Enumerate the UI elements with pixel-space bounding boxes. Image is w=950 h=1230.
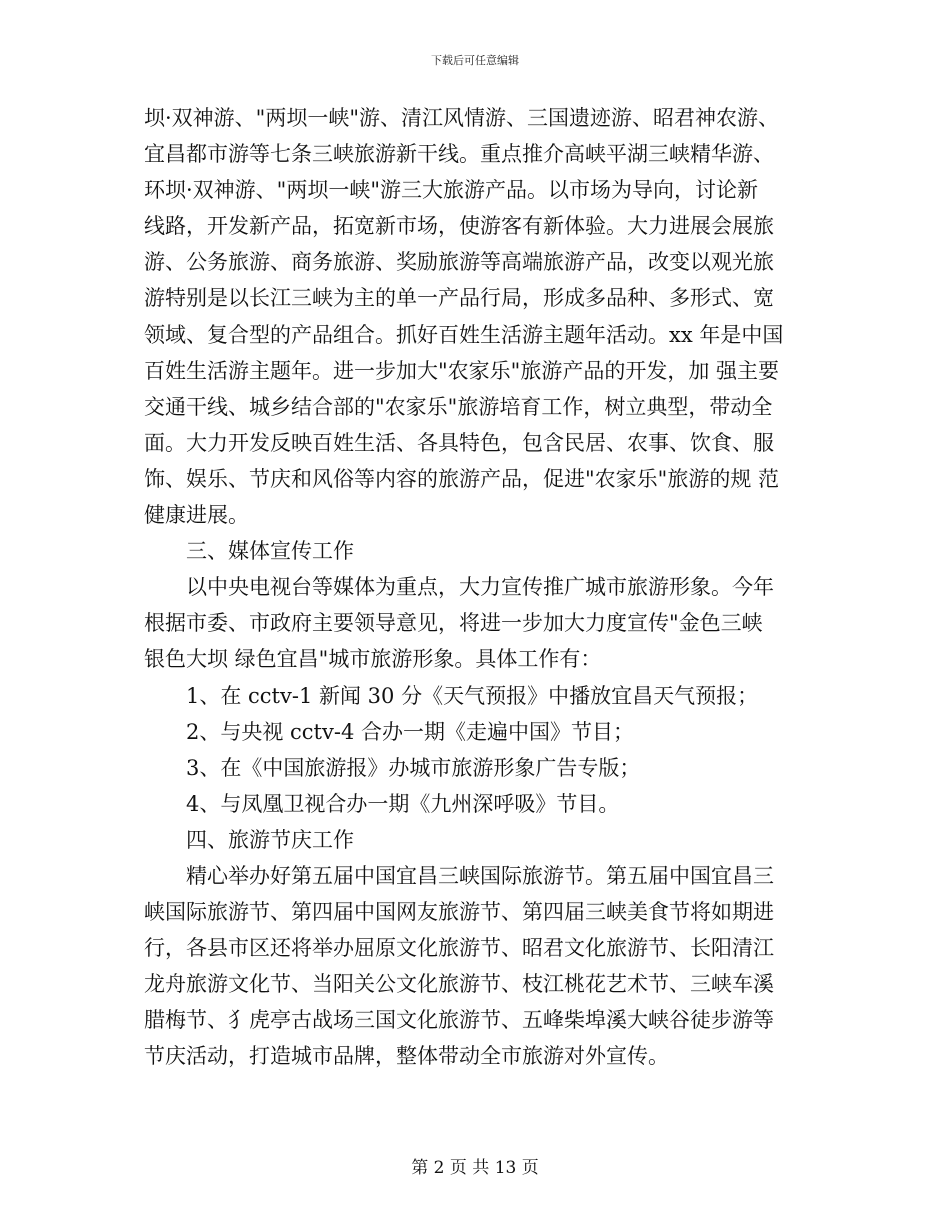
body-line: 坝·双神游、"两坝一峡"游、清江风情游、三国遗迹游、昭君神农游、 xyxy=(144,106,779,130)
page-number: 第 2 页 共 13 页 xyxy=(411,1158,539,1178)
body-line: 环坝·双神游、"两坝一峡"游三大旅游产品。以市场为导向，讨论新 xyxy=(144,178,758,203)
section-heading: 四、旅游节庆工作 xyxy=(186,827,354,852)
paragraph-start-line: 以中央电视台等媒体为重点，大力宣传推广城市旅游形象。今年 xyxy=(186,575,774,600)
list-item: 2、与央视 cctv-4 合办一期《走遍中国》节目； xyxy=(186,719,634,744)
body-line: 节庆活动，打造城市品牌，整体带动全市旅游对外宣传。 xyxy=(144,1044,669,1069)
body-line: 龙舟旅游文化节、当阳关公文化旅游节、枝江桃花艺术节、三峡车溪 xyxy=(144,972,774,997)
body-line: 交通干线、城乡结合部的"农家乐"旅游培育工作，树立典型，带动全 xyxy=(144,394,773,419)
body-line: 游、公务旅游、商务旅游、奖励旅游等高端旅游产品，改变以观光旅 xyxy=(144,250,774,275)
list-item: 4、与凤凰卫视合办一期《九州深呼吸》节目。 xyxy=(186,791,620,816)
body-line: 游特别是以长江三峡为主的单一产品行局，形成多品种、多形式、宽 xyxy=(144,286,774,311)
section-heading: 三、媒体宣传工作 xyxy=(186,539,354,564)
body-line: 健康进展。 xyxy=(144,503,249,528)
page-header: 下载后可任意编辑 xyxy=(431,54,519,67)
body-line: 根据市委、市政府主要领导意见，将进一步加大力度宣传"金色三峡 xyxy=(144,611,763,636)
body-line: 行，各县市区还将举办屈原文化旅游节、昭君文化旅游节、长阳清江 xyxy=(144,936,774,961)
list-item: 3、在《中国旅游报》办城市旅游形象广告专版； xyxy=(186,755,641,780)
paragraph-start-line: 精心举办好第五届中国宜昌三峡国际旅游节。第五届中国宜昌三 xyxy=(186,863,774,888)
body-line: 宜昌都市游等七条三峡旅游新干线。重点推介高峡平湖三峡精华游、 xyxy=(144,142,774,167)
body-line: 领域、复合型的产品组合。抓好百姓生活游主题年活动。xx 年是中国 xyxy=(144,322,784,347)
document-body xyxy=(144,100,808,1075)
body-line: 银色大坝 绿色宜昌"城市旅游形象。具体工作有： xyxy=(144,647,602,672)
body-line: 峡国际旅游节、第四届中国网友旅游节、第四届三峡美食节将如期进 xyxy=(144,900,774,925)
body-line: 饰、娱乐、节庆和风俗等内容的旅游产品，促进"农家乐"旅游的规 范 xyxy=(144,466,779,491)
body-line: 百姓生活游主题年。进一步加大"农家乐"旅游产品的开发，加 强主要 xyxy=(144,358,779,383)
body-line: 线路，开发新产品，拓宽新市场，使游客有新体验。大力进展会展旅 xyxy=(144,214,774,239)
list-item: 1、在 cctv-1 新闻 30 分《天气预报》中播放宜昌天气预报； xyxy=(186,683,759,708)
body-line: 腊梅节、犭虎亭古战场三国文化旅游节、五峰柴埠溪大峡谷徒步游等 xyxy=(144,1008,774,1033)
body-line: 面。大力开发反映百姓生活、各具特色，包含民居、农事、饮食、服 xyxy=(144,430,774,455)
